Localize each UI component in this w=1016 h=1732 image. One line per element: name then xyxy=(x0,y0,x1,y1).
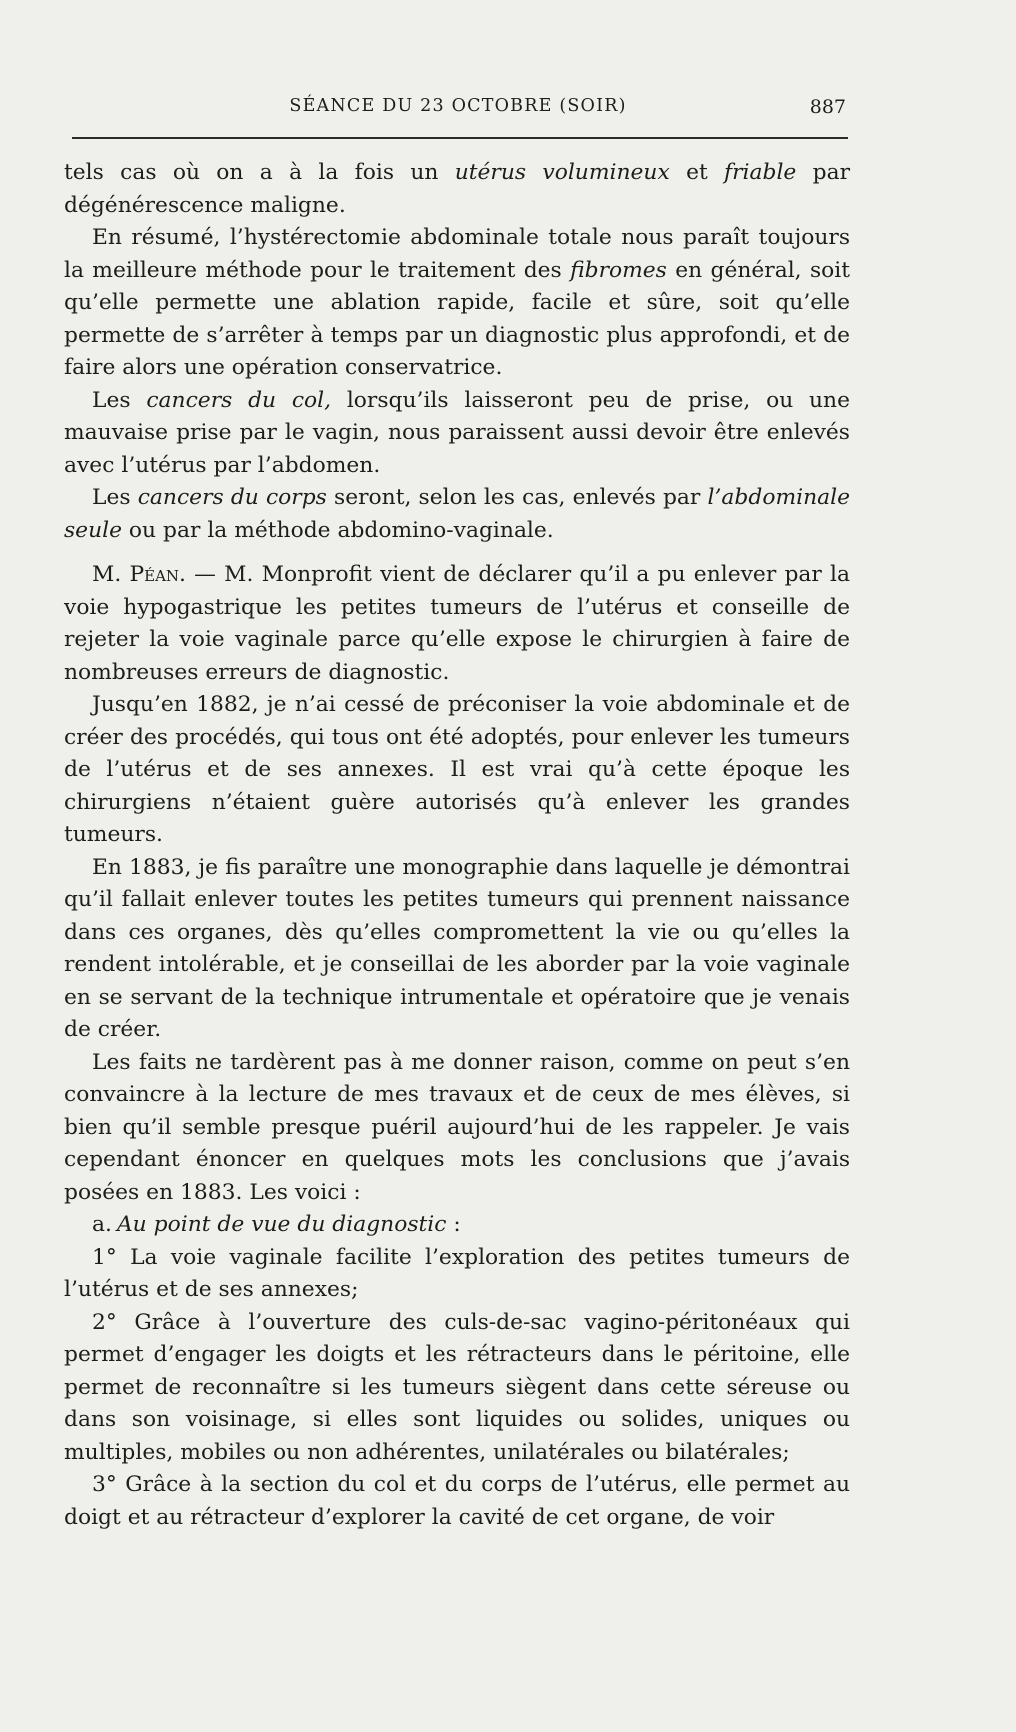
italic-run: utérus volumineux xyxy=(454,160,670,185)
text-run: a. xyxy=(92,1212,112,1237)
paragraph-2 xyxy=(64,222,850,385)
text-run: en général, soit qu’elle permette une ablation rapide, facile et sûre, soit qu’elle permette de s’arrêter à temps par un diagnostic plus approfondi, et de faire alors une opération conservatrice. xyxy=(64,257,850,380)
text-run: seront, selon les cas, enlevés par xyxy=(326,485,708,510)
text-run: lorsqu’ils laisseront peu de prise, ou une mauvaise prise par le vagin, nous paraissent aussi devoir être enlevés avec l’utérus par l’abdomen. xyxy=(64,387,850,478)
paragraph-3 xyxy=(64,385,850,483)
paragraph-8: Les faits ne tardèrent pas à me donner raison, comme on peut s’en convaincre à la lecture de mes travaux et de ceux de mes élèves, si bien qu’il semble presque puéril aujourd’hui de les rappeler. Je vais cependant énoncer en quelques mots les conclusions que j’avais posées en 1883. Les voici : xyxy=(64,1049,850,1205)
speaker-name: M. Péan. xyxy=(92,562,186,587)
paragraph-1 xyxy=(64,157,850,222)
body-text xyxy=(64,157,850,1534)
paragraph-11: 2° Grâce à l’ouverture des culs-de-sac vagino-péritonéaux qui permet d’engager les doigts et les rétracteurs dans le péritoine, elle permet de reconnaître si les tumeurs siègent dans cette séreuse ou dans son voisinage, si elles sont liquides ou solides, uniques ou multiples, mobiles ou non adhérentes, unilatérales ou bilatérales; xyxy=(64,1309,850,1465)
text-run: ou par la méthode abdomino-vaginale. xyxy=(122,517,554,543)
italic-run: fibromes xyxy=(570,257,667,283)
text-run: Les xyxy=(92,387,147,413)
italic-run: Au point de vue du diagnostic xyxy=(116,1212,447,1237)
text-run: — M. Monprofit vient de déclarer qu’il a pu enlever par la voie hypogastrique les petites tumeurs de l’utérus et conseille de rejeter la voie vaginale parce qu’elle expose le chirurgien à faire de nombreuses erreurs de diagnostic. xyxy=(64,562,850,685)
text-run: Les xyxy=(92,485,138,510)
italic-run: cancers du col, xyxy=(146,387,332,413)
italic-run: cancers du corps xyxy=(137,485,327,510)
italic-run: friable xyxy=(724,160,797,185)
italic-run: l’abdominale seule xyxy=(64,485,850,543)
text-run: tels cas où on a à la fois un xyxy=(64,160,455,185)
running-head: SÉANCE DU 23 OCTOBRE (SOIR) xyxy=(289,96,627,116)
text-run: En résumé, l’hystérectomie abdominale totale nous paraît toujours la meilleure méthode pour le traitement des xyxy=(64,225,850,283)
text-run: : xyxy=(446,1212,461,1237)
paragraph-5 xyxy=(64,559,850,689)
page-header xyxy=(70,96,846,126)
text-run: et xyxy=(669,160,725,185)
paragraph-10: 1° La voie vaginale facilite l’exploration des petites tumeurs de l’utérus et de ses annexes; xyxy=(64,1244,850,1302)
paragraph-4 xyxy=(64,482,850,547)
paragraph-9 xyxy=(64,1209,850,1242)
paragraph-7: En 1883, je fis paraître une monographie dans laquelle je démontrai qu’il fallait enlever toutes les petites tumeurs qui prennent naissance dans ces organes, dès qu’elles compromettent la vie ou qu’elles la rendent intolérable, et je conseillai de les aborder par la voie vaginale en se servant de la technique intrumentale et opératoire que je venais de créer. xyxy=(64,854,850,1042)
paragraph-12: 3° Grâce à la section du col et du corps de l’utérus, elle permet au doigt et au rétracteur d’explorer la cavité de cet organe, de voir xyxy=(64,1472,850,1530)
page-number: 887 xyxy=(809,96,846,118)
paragraph-6: Jusqu’en 1882, je n’ai cessé de préconiser la voie abdominale et de créer des procédés, qui tous ont été adoptés, pour enlever les tumeurs de l’utérus et de ses annexes. Il est vrai qu’à cette époque les chirurgiens n’étaient guère autorisés qu’à enlever les grandes tumeurs. xyxy=(64,692,850,847)
header-rule xyxy=(72,137,848,139)
text-run: par dégénérescence maligne. xyxy=(64,160,851,218)
